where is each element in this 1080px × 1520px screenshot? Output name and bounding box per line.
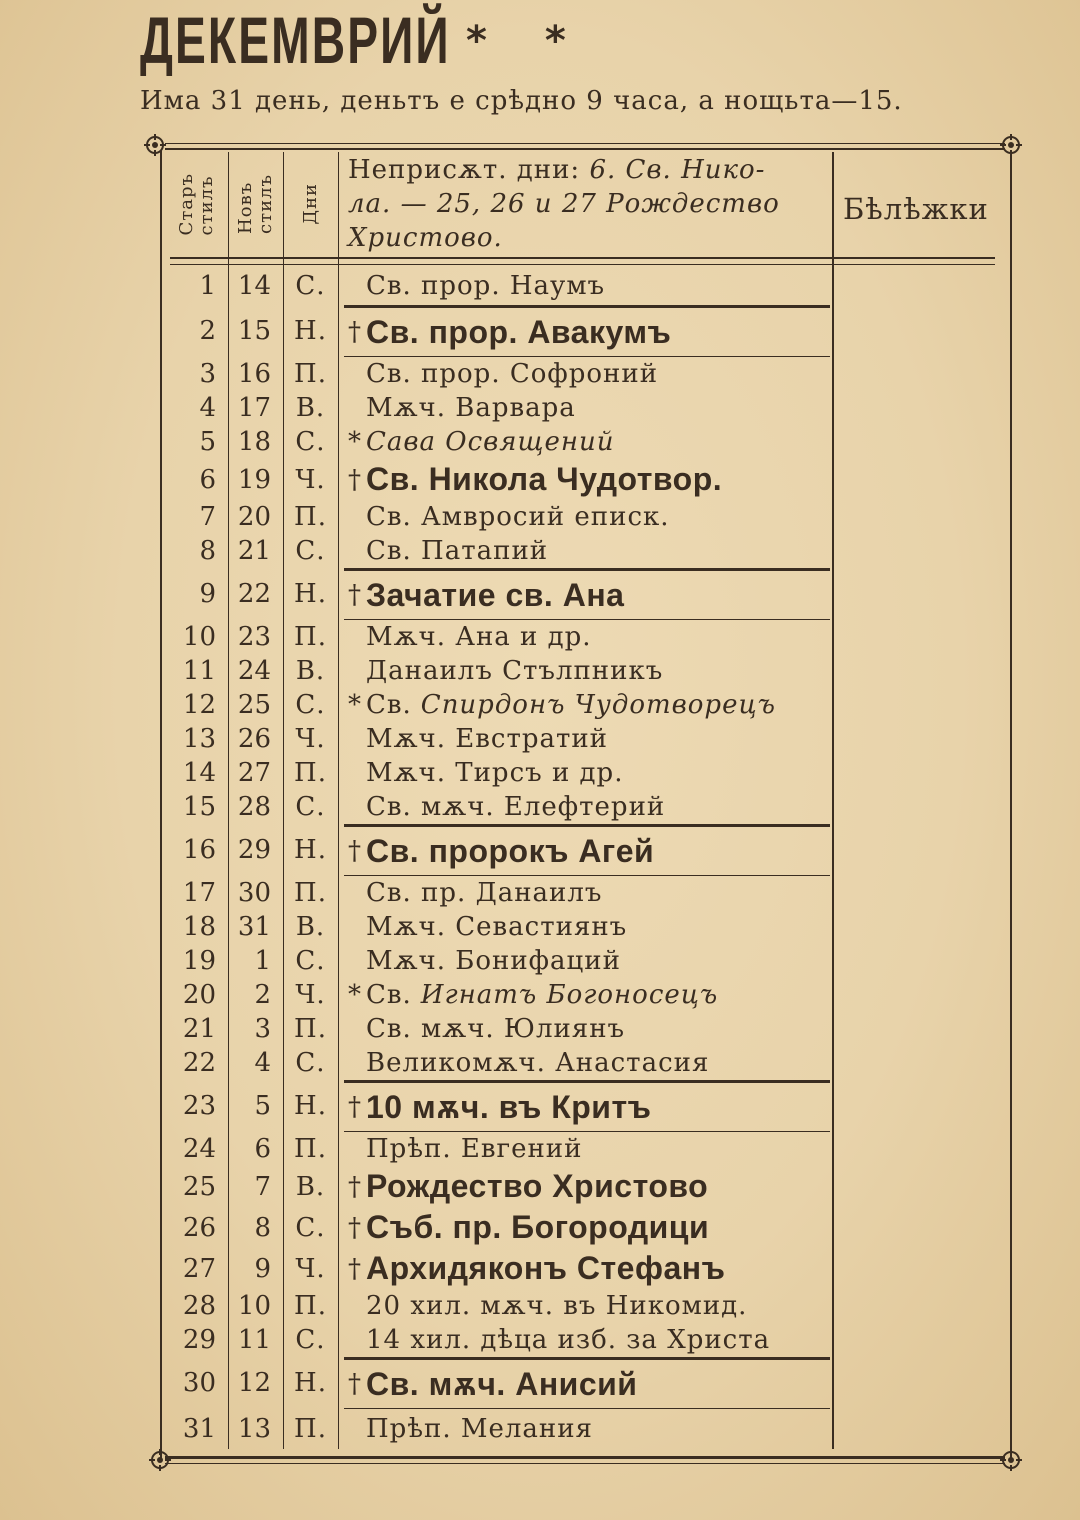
new-style-date: 27: [237, 758, 271, 788]
weekday: С.: [295, 946, 326, 976]
feast-cross-mark: †: [348, 317, 362, 347]
day-entry: [344, 654, 830, 688]
saint-name: Прѣп. Евгений: [366, 1134, 583, 1164]
day-entry: [344, 1012, 830, 1046]
day-row: [165, 910, 830, 944]
holidays-text: 6. Св. Нико-: [589, 155, 766, 185]
old-style-date: 29: [182, 1325, 216, 1355]
day-entry: [344, 500, 830, 534]
frame-top-line: [165, 143, 1005, 144]
day-row: [165, 876, 830, 910]
saint-star-mark: *: [348, 427, 362, 457]
saint-name: Св. Амвросий еписк.: [366, 502, 670, 532]
new-style-date: 18: [237, 427, 271, 457]
weekday: В.: [295, 912, 326, 942]
days-header: [283, 152, 338, 256]
weekday: Н.: [294, 579, 327, 609]
holidays-header: [348, 153, 828, 255]
new-style-date: 30: [237, 878, 271, 908]
saint-name: Св. Патапий: [366, 536, 549, 566]
weekday: П.: [294, 359, 327, 389]
day-entry: [344, 1166, 830, 1207]
old-style-date: 18: [182, 912, 216, 942]
days-label: Дни: [299, 183, 321, 225]
feast-cross-mark: †: [348, 1369, 362, 1399]
old-style-date: 31: [182, 1414, 216, 1444]
weekday: П.: [294, 1414, 327, 1444]
day-row: [165, 944, 830, 978]
feast-cross-mark: †: [348, 1171, 362, 1202]
new-style-date: 11: [237, 1325, 271, 1355]
old-style-date: 1: [199, 271, 216, 301]
day-row: [165, 1046, 830, 1080]
day-entry: [344, 305, 830, 357]
month-title: ДЕКЕМВРИЙ: [140, 3, 451, 77]
weekday: С.: [295, 536, 326, 566]
old-style-date: 25: [182, 1171, 216, 1202]
day-row: [165, 391, 830, 425]
old-style-date: 12: [182, 690, 216, 720]
day-row: [165, 1080, 830, 1132]
day-row: [165, 357, 830, 391]
frame-right-line: [1010, 150, 1012, 1458]
saint-name: Мѫч. Варвара: [366, 393, 576, 423]
old-style-date: 3: [199, 359, 216, 389]
old-style-date: 21: [182, 1014, 216, 1044]
weekday: Ч.: [295, 724, 326, 754]
old-style-date: 20: [182, 980, 216, 1010]
new-style-date: 1: [254, 946, 271, 976]
new-style-date: 22: [237, 579, 271, 609]
new-style-date: 4: [254, 1048, 271, 1078]
day-row: [165, 722, 830, 756]
day-entry: [344, 1409, 830, 1449]
weekday: С.: [295, 1325, 326, 1355]
day-entry: [344, 1046, 830, 1080]
old-style-date: 16: [182, 835, 216, 865]
header-divider: [170, 257, 995, 259]
old-style-date: 30: [182, 1368, 216, 1398]
day-entry: [344, 1248, 830, 1289]
saint-name: Св. мѫч. Елефтерий: [366, 792, 666, 822]
notes-column-separator: [832, 152, 834, 1449]
day-row: [165, 1132, 830, 1166]
new-style-date: 8: [254, 1212, 271, 1243]
saint-name: 20 хил. мѫч. въ Никомид.: [366, 1291, 748, 1321]
day-row: [165, 305, 830, 357]
saint-name: Игнатъ Богоносецъ: [420, 980, 719, 1010]
frame-left-line: [160, 150, 162, 1458]
day-row: [165, 1409, 830, 1449]
month-summary: Има 31 день, деньтъ е срѣдно 9 часа, а нощьта—15.: [140, 86, 903, 116]
weekday: Н.: [294, 1368, 327, 1398]
day-entry: [344, 1357, 830, 1409]
frame-bottom-line: [165, 1456, 1005, 1459]
old-style-date: 9: [199, 579, 216, 609]
day-row: [165, 1166, 830, 1207]
corner-ornament: [148, 1448, 172, 1472]
new-style-date: 17: [237, 393, 271, 423]
calendar-rows: [165, 267, 830, 1449]
day-row: [165, 620, 830, 654]
old-style-date: 24: [182, 1134, 216, 1164]
weekday: П.: [294, 502, 327, 532]
new-style-label: Новъ: [234, 181, 256, 234]
old-style-date: 8: [199, 536, 216, 566]
weekday: П.: [294, 1291, 327, 1321]
day-entry: [344, 722, 830, 756]
day-row: [165, 1323, 830, 1357]
day-entry: [344, 1207, 830, 1248]
day-entry: [344, 1289, 830, 1323]
day-entry: [344, 910, 830, 944]
weekday: С.: [295, 427, 326, 457]
new-style-date: 29: [237, 835, 271, 865]
day-row: [165, 425, 830, 459]
saint-name: Прѣп. Мелания: [366, 1414, 593, 1444]
old-style-date: 19: [182, 946, 216, 976]
new-style-date: 6: [254, 1134, 271, 1164]
weekday: С.: [295, 1048, 326, 1078]
saint-name: Св. пророкъ Агей: [366, 832, 655, 869]
weekday: С.: [295, 690, 326, 720]
new-style-date: 20: [237, 502, 271, 532]
saint-name: Данаилъ Стълпникъ: [366, 656, 664, 686]
new-style-date: 25: [237, 690, 271, 720]
day-row: [165, 568, 830, 620]
feast-cross-mark: †: [348, 1092, 362, 1122]
saint-star-mark: *: [348, 690, 362, 720]
day-row: [165, 688, 830, 722]
header-divider: [170, 264, 995, 265]
saint-name: Св. прор. Авакумъ: [366, 313, 672, 350]
day-entry: [344, 824, 830, 876]
saint-name: Мѫч. Севастиянъ: [366, 912, 628, 942]
feast-cross-mark: †: [348, 580, 362, 610]
notes-header: Бѣлѣжки: [843, 192, 989, 226]
saint-name: Съб. пр. Богородици: [366, 1209, 710, 1245]
new-style-date: 7: [254, 1171, 271, 1202]
corner-ornament: [999, 133, 1023, 157]
feast-cross-mark: †: [348, 464, 362, 495]
old-style-date: 4: [199, 393, 216, 423]
new-style-date: 19: [237, 464, 271, 495]
day-entry: [344, 267, 830, 305]
day-entry: [344, 1080, 830, 1132]
day-entry: [344, 876, 830, 910]
day-row: [165, 1207, 830, 1248]
saint-name: Спирдонъ Чудотворецъ: [420, 690, 776, 720]
day-entry: [344, 790, 830, 824]
saint-name: Св. мѫч. Анисий: [366, 1365, 638, 1402]
saint-name: Архидяконъ Стефанъ: [366, 1250, 726, 1286]
day-row: [165, 1012, 830, 1046]
holidays-label: Неприсѫт. дни:: [348, 155, 581, 185]
feast-cross-mark: †: [348, 1253, 362, 1284]
saint-name: Св. пр. Данаилъ: [366, 878, 603, 908]
day-row: [165, 1357, 830, 1409]
old-style-date: 2: [199, 316, 216, 346]
day-entry: [344, 459, 830, 500]
new-style-date: 2: [254, 980, 271, 1010]
day-entry: [344, 425, 830, 459]
new-style-date: 28: [237, 792, 271, 822]
corner-ornament: [999, 1448, 1023, 1472]
new-style-header: [228, 152, 283, 256]
saint-name: Св. мѫч. Юлиянъ: [366, 1014, 626, 1044]
weekday: Н.: [294, 835, 327, 865]
holidays-text: ла. — 25, 26 и 27 Рождество: [348, 189, 780, 219]
day-entry: [344, 688, 830, 722]
day-row: [165, 978, 830, 1012]
day-row: [165, 790, 830, 824]
weekday: Ч.: [295, 1253, 326, 1284]
frame-bottom-line: [165, 1463, 1005, 1464]
saint-name: Зачатие св. Ана: [366, 576, 625, 613]
frame-top-line: [165, 148, 1005, 150]
old-style-date: 6: [199, 464, 216, 495]
old-style-date: 17: [182, 878, 216, 908]
saint-name: 14 хил. дѣца изб. за Христа: [366, 1325, 771, 1355]
old-style-date: 13: [182, 724, 216, 754]
new-style-date: 15: [237, 316, 271, 346]
saint-name: 10 мѫч. въ Критъ: [366, 1088, 652, 1125]
feast-cross-mark: †: [348, 836, 362, 866]
corner-ornament: [143, 133, 167, 157]
saint-name: Великомѫч. Анастасия: [366, 1048, 710, 1078]
day-entry: [344, 620, 830, 654]
new-style-label: стилъ: [254, 174, 276, 234]
old-style-header: [165, 152, 228, 256]
saint-name: Рождество Христово: [366, 1168, 709, 1204]
new-style-date: 26: [237, 724, 271, 754]
weekday: С.: [295, 271, 326, 301]
day-row: [165, 654, 830, 688]
day-row: [165, 824, 830, 876]
weekday: Ч.: [295, 464, 326, 495]
old-style-date: 22: [182, 1048, 216, 1078]
old-style-date: 27: [182, 1253, 216, 1284]
day-row: [165, 534, 830, 568]
new-style-date: 5: [254, 1091, 271, 1121]
day-row: [165, 1248, 830, 1289]
old-style-date: 10: [182, 622, 216, 652]
day-entry: [344, 391, 830, 425]
weekday: В.: [295, 1171, 326, 1202]
new-style-date: 13: [237, 1414, 271, 1444]
saint-name: Св. прор. Наумъ: [366, 271, 606, 301]
new-style-date: 23: [237, 622, 271, 652]
new-style-date: 21: [237, 536, 271, 566]
day-entry: [344, 568, 830, 620]
saint-prefix: Св.: [366, 980, 412, 1010]
saint-name: Сава Освящений: [366, 427, 615, 457]
old-style-label: Старъ: [175, 172, 197, 236]
new-style-date: 24: [237, 656, 271, 686]
new-style-date: 10: [237, 1291, 271, 1321]
new-style-date: 9: [254, 1253, 271, 1284]
saint-name: Св. прор. Софроний: [366, 359, 659, 389]
old-style-date: 11: [182, 656, 216, 686]
feast-cross-mark: †: [348, 1212, 362, 1243]
new-style-date: 14: [237, 271, 271, 301]
day-entry: [344, 1132, 830, 1166]
day-entry: [344, 978, 830, 1012]
saint-star-mark: *: [348, 980, 362, 1010]
holidays-text: Христово.: [348, 223, 503, 253]
weekday: С.: [295, 792, 326, 822]
day-entry: [344, 1323, 830, 1357]
day-row: [165, 500, 830, 534]
old-style-date: 26: [182, 1212, 216, 1243]
weekday: Ч.: [295, 980, 326, 1010]
weekday: Н.: [294, 1091, 327, 1121]
saint-name: Мѫч. Ана и др.: [366, 622, 592, 652]
new-style-date: 3: [254, 1014, 271, 1044]
weekday: П.: [294, 758, 327, 788]
saint-name: Св. Никола Чудотвор.: [366, 461, 723, 497]
day-entry: [344, 534, 830, 568]
day-row: [165, 459, 830, 500]
old-style-label: стилъ: [195, 175, 217, 236]
saint-name: Мѫч. Евстратий: [366, 724, 609, 754]
old-style-date: 7: [199, 502, 216, 532]
day-row: [165, 1289, 830, 1323]
weekday: Н.: [294, 316, 327, 346]
weekday: П.: [294, 1134, 327, 1164]
title-ornament: * *: [466, 18, 588, 64]
weekday: П.: [294, 622, 327, 652]
new-style-date: 16: [237, 359, 271, 389]
day-entry: [344, 944, 830, 978]
weekday: В.: [295, 393, 326, 423]
old-style-date: 15: [182, 792, 216, 822]
old-style-date: 5: [199, 427, 216, 457]
saint-name: Мѫч. Бонифаций: [366, 946, 621, 976]
weekday: В.: [295, 656, 326, 686]
weekday: С.: [295, 1212, 326, 1243]
saint-name: Мѫч. Тирсъ и др.: [366, 758, 624, 788]
day-entry: [344, 357, 830, 391]
weekday: П.: [294, 878, 327, 908]
day-entry: [344, 756, 830, 790]
old-style-date: 28: [182, 1291, 216, 1321]
new-style-date: 31: [237, 912, 271, 942]
day-row: [165, 756, 830, 790]
old-style-date: 23: [182, 1091, 216, 1121]
old-style-date: 14: [182, 758, 216, 788]
saint-prefix: Св.: [366, 690, 412, 720]
new-style-date: 12: [237, 1368, 271, 1398]
weekday: П.: [294, 1014, 327, 1044]
day-row: [165, 267, 830, 305]
